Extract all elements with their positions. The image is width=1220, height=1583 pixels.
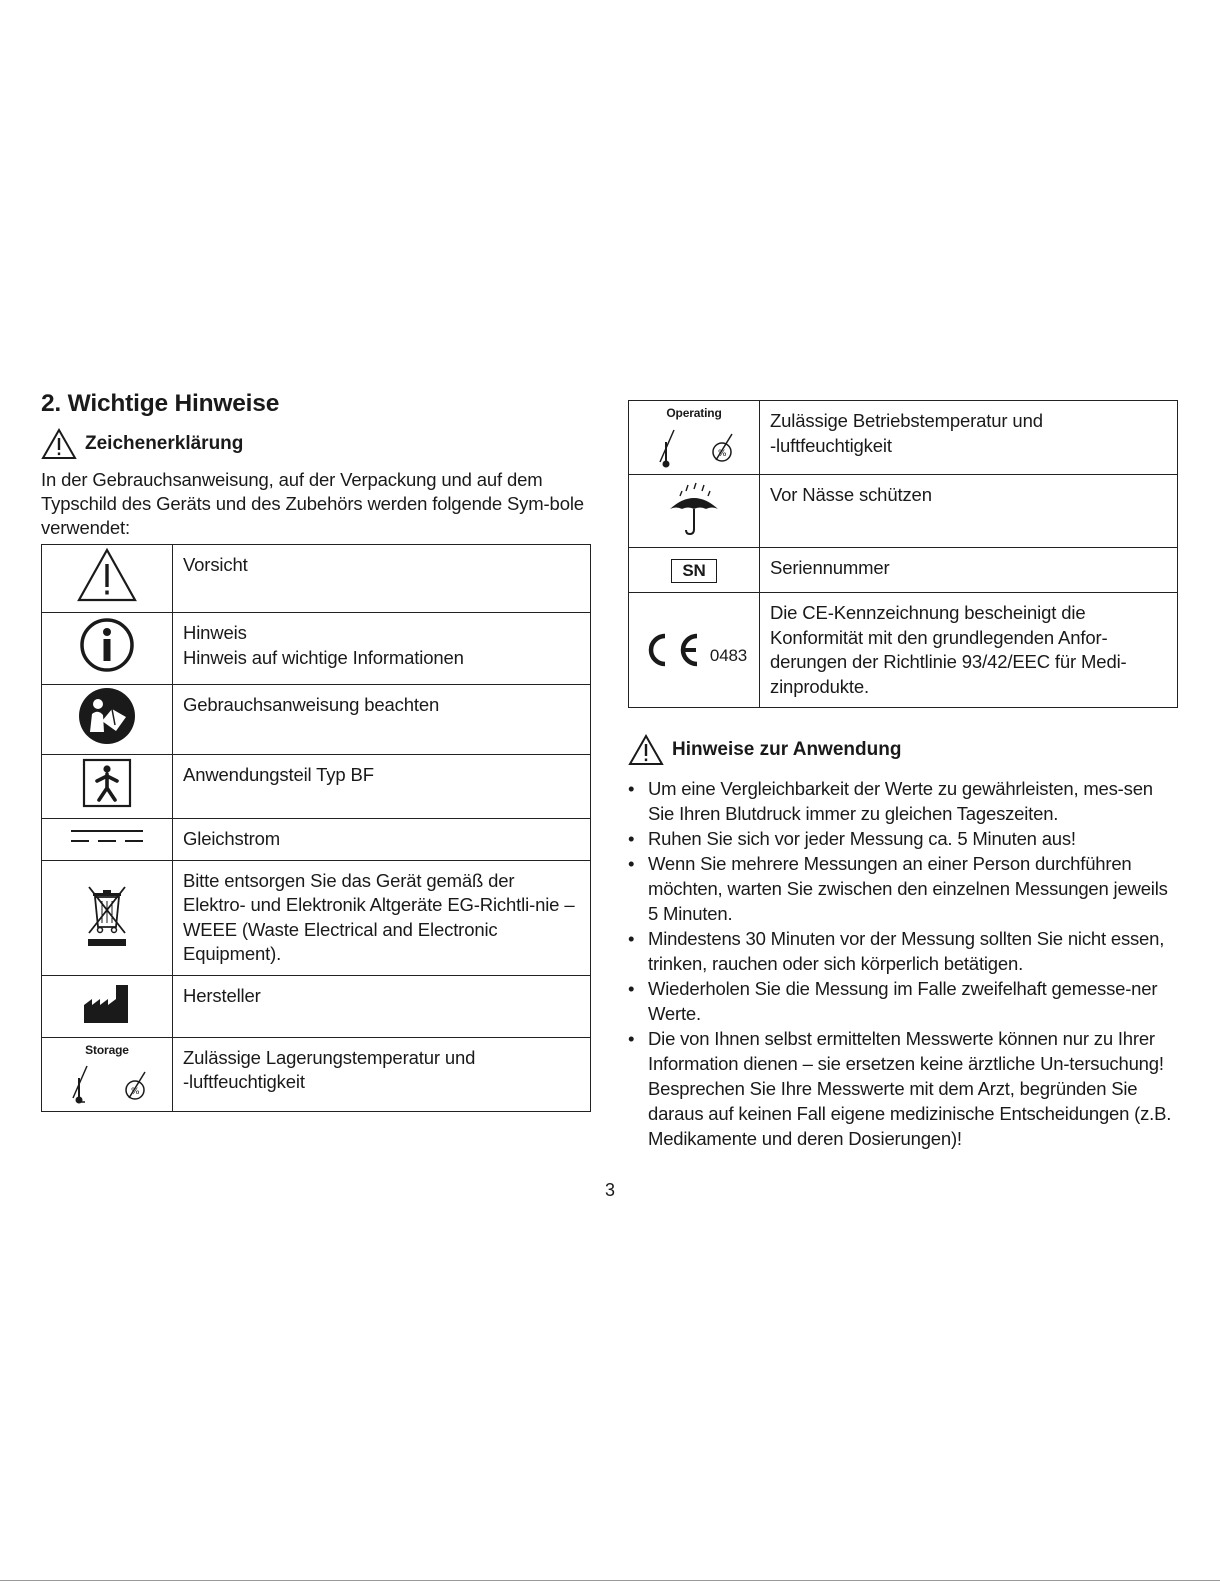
page-bottom-rule [0,1580,1220,1581]
symbol-table-right [628,400,1178,708]
section-heading: 2. Wichtige Hinweise [41,390,280,417]
intro-text: In der Gebrauchsanweisung, auf der Verpackung und auf dem Typschild des Geräts und des Zubehörs werden folgende Sym-bole verwendet: [41,469,584,538]
direct-current-icon [69,826,145,846]
symbol-label: Gleichstrom [183,828,281,849]
symbol-label: Anwendungsteil Typ BF [183,764,374,785]
list-item: • Wiederholen Sie die Messung im Falle zweifelhaft gemesse-ner Werte. [628,976,1178,1026]
symbol-row [42,819,591,861]
symbol-row [42,1037,591,1111]
symbol-label: Gebrauchsanweisung beachten [183,694,440,715]
symbol-row [42,613,591,685]
warning-icon [41,428,77,460]
symbol-description: Hinweis auf wichtige Informationen [183,646,464,668]
right-column [628,400,1178,1151]
warning-triangle-icon [76,547,138,603]
symbol-row [629,548,1178,593]
umbrella-icon [666,479,722,537]
left-column [41,390,591,1112]
svg-text:%: % [718,448,727,459]
symbol-row [42,860,591,975]
symbol-label: Bitte entsorgen Sie das Gerät gemäß der Elektro- und Elektronik Altgeräte EG-Richtli-nie – WEEE (Waste Electrical and Electronic Equipment). [183,869,575,964]
page-number: 3 [604,1180,615,1200]
symbol-label: Zulässige Lagerungstemperatur und [183,1046,476,1068]
symbol-label: Hersteller [183,984,261,1006]
usage-title: Hinweise zur Anwendung [672,739,902,760]
operating-caption: Operating [666,406,722,420]
symbol-label-cont: -luftfeuchtigkeit [183,1071,305,1092]
usage-notes-list [628,776,1178,1151]
symbol-label-cont: -luftfeuchtigkeit [770,434,892,456]
ce-mark-icon [641,632,703,668]
notified-body-number: 0483 [709,645,748,665]
symbol-row [42,755,591,819]
serial-number-icon: SN [671,559,716,583]
symbol-row [42,685,591,755]
info-icon [79,617,135,673]
list-item: • Mindestens 30 Minuten vor der Messung sollten Sie nicht essen, trinken, rauchen oder sich körperlich betätigen. [628,926,1178,976]
list-item: • Die von Ihnen selbst ermittelten Messwerte können nur zu Ihrer Information dienen – sie ersetzen keine ärztliche Un-tersuchung! Besprechen Sie Ihre Messwerte mit dem Arzt, begründen Sie daraus auf keinen Fall eigene medizinische Entscheidungen (z.B. Medikamente und deren Dosierungen)! [628,1026,1178,1151]
symbol-label: Die CE-Kennzeichnung bescheinigt die Konformität mit den grundlegenden Anfor-derungen der Richtlinie 93/42/EEC für Medi-zinprodukte. [770,602,1127,697]
legend-subheading [41,428,591,460]
symbol-label: Zulässige Betriebstemperatur und [770,410,1043,431]
type-bf-icon [82,758,132,808]
legend-title: Zeichenerklärung [85,433,244,454]
list-item: • Ruhen Sie sich vor jeder Messung ca. 5 Minuten aus! [628,826,1178,851]
weee-bin-icon [83,881,131,947]
symbol-table-left [41,544,591,1112]
list-item: • Um eine Vergleichbarkeit der Werte zu gewährleisten, mes-sen Sie Ihren Blutdruck immer zu gleichen Tageszeiten. [628,776,1178,826]
symbol-row [629,593,1178,708]
symbol-row [42,975,591,1037]
symbol-label: Vorsicht [183,554,248,575]
usage-subheading [628,734,1178,766]
symbol-row [42,545,591,613]
storage-temp-humidity-icon [59,1064,155,1104]
symbol-label: Vor Nässe schützen [770,484,932,505]
list-item: • Wenn Sie mehrere Messungen an einer Person durchführen möchten, warten Sie zwischen den einzelnen Messungen jeweils 5 Minuten. [628,851,1178,926]
symbol-label: Hinweis [183,622,247,643]
symbol-row [629,401,1178,475]
symbol-row [629,475,1178,548]
warning-icon [628,734,664,766]
symbol-label: Seriennummer [770,557,890,578]
svg-text:%: % [131,1087,140,1097]
storage-caption: Storage [85,1042,129,1057]
read-manual-icon [78,687,136,745]
operating-temp-humidity-icon [646,428,742,468]
manufacturer-icon [82,981,132,1025]
